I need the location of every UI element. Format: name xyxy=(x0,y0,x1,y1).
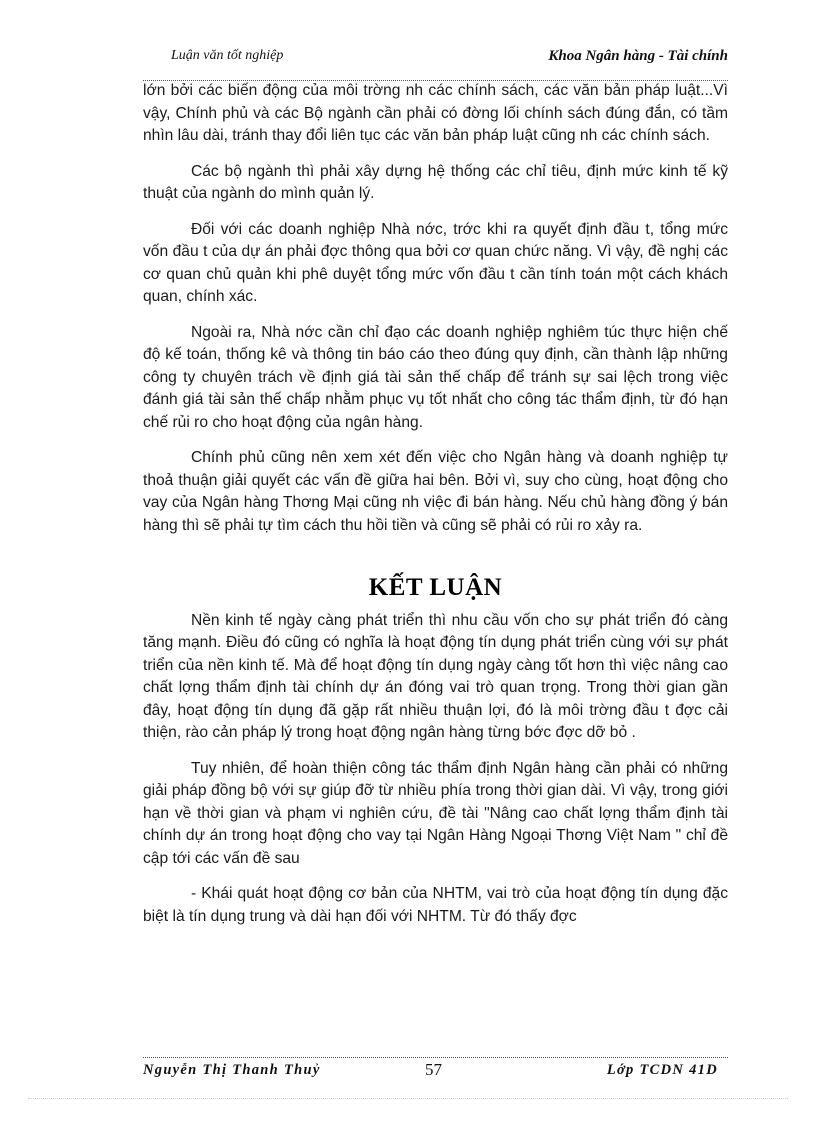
page-edge-divider xyxy=(28,1098,788,1099)
section-heading: KẾT LUẬN xyxy=(368,574,503,601)
header-faculty-label: Khoa Ngân hàng - Tài chính xyxy=(548,48,728,64)
header-thesis-label: Luận văn tốt nghiệp xyxy=(171,48,284,63)
body-paragraph: Các bộ ngành thì phải xây dựng hệ thống các chỉ tiêu, định mức kinh tế kỹ thuật của ngành do mình quản lý. xyxy=(143,162,728,202)
page-footer xyxy=(143,1057,728,1086)
footer-author: Nguyễn Thị Thanh Thuỷ xyxy=(143,1062,321,1078)
footer-class: Lớp TCDN 41D xyxy=(606,1062,718,1078)
body-paragraph: Ngoài ra, Nhà nớc cần chỉ đạo các doanh nghiệp nghiêm túc thực hiện chế độ kế toán, thống kê và thông tin báo cáo theo đúng quy định, cần thành lập những công ty chuyên trách về định giá tài sản thế chấp để tránh sự sai lệch trong việc đánh giá tài sản thế chấp nhằm phục vụ tốt nhất cho công tác thẩm định, từ đó hạn chế rủi ro cho hoạt động của ngân hàng. xyxy=(143,323,728,431)
page-header xyxy=(143,48,728,81)
body-paragraph: Chính phủ cũng nên xem xét đến việc cho Ngân hàng và doanh nghiệp tự thoả thuận giải quyết các vấn đề giữa hai bên. Bởi vì, suy cho cùng, hoạt động cho vay của Ngân hàng Thơng Mại cũng nh việc đi bán hàng. Nếu chủ hàng đồng ý bán hàng thì sẽ phải tự tìm cách thu hồi tiền và cũng sẽ phải có rủi ro xảy ra. xyxy=(143,449,728,534)
body-paragraph: lớn bởi các biến động của môi trờng nh các chính sách, các văn bản pháp luật...Vì vậy, Chính phủ và các Bộ ngành cần phải có đờng lối chính sách đúng đắn, có tầm nhìn lâu dài, tránh thay đổi liên tục các văn bản pháp luật cũng nh các chính sách. xyxy=(143,82,728,144)
body-paragraph: Tuy nhiên, để hoàn thiện công tác thẩm định Ngân hàng cần phải có những giải pháp đồng bộ với sự giúp đỡ từ nhiều phía trong thời gian dài. Vì vậy, trong giới hạn về thời gian và phạm vi nghiên cứu, đề tài "Nâng cao chất lợng thẩm định tài chính dự án trong hoạt động cho vay tại Ngân Hàng Ngoại Thơng Việt Nam " chỉ đề cập tới các vấn đề sau xyxy=(143,759,728,867)
body-paragraph: Đối với các doanh nghiệp Nhà nớc, trớc khi ra quyết định đầu t, tổng mức vốn đầu t của dự án phải đợc thông qua bởi cơ quan chức năng. Vì vậy, đề nghị các cơ quan chủ quản khi phê duyệt tổng mức vốn đầu t cần tính toán một cách khách quan, chính xác. xyxy=(143,220,728,305)
page-number: 57 xyxy=(425,1060,442,1079)
body-paragraph: - Khái quát hoạt động cơ bản của NHTM, vai trò của hoạt động tín dụng đặc biệt là tín dụng trung và dài hạn đối với NHTM. Từ đó thấy đợc xyxy=(143,885,728,925)
page-body xyxy=(143,80,728,941)
body-paragraph: Nền kinh tế ngày càng phát triển thì nhu cầu vốn cho sự phát triển đó càng tăng mạnh. Điều đó cũng có nghĩa là hoạt động tín dụng phát triển cùng với sự phát triển của nền kinh tế. Mà để hoạt động tín dụng ngày càng tốt hơn thì việc nâng cao chất lợng thẩm định tài chính dự án đóng vai trò quan trọng. Trong thời gian gần đây, hoạt động tín dụng đã gặp rất nhiều thuận lợi, đó là môi trờng đầu t đợc cải thiện, rào cản pháp lý trong hoạt động ngân hàng từng bớc đợc dỡ bỏ . xyxy=(143,611,728,741)
